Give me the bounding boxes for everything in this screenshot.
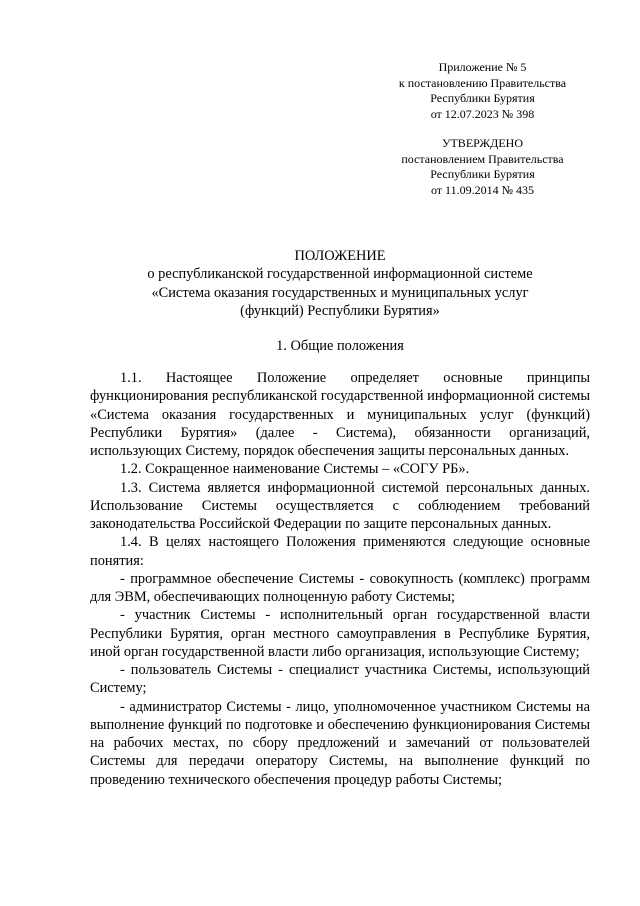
- section-heading: 1. Общие положения: [276, 338, 404, 354]
- title-heading: ПОЛОЖЕНИЕ: [294, 248, 386, 264]
- definition-participant: - участник Системы - исполнительный орган государственной власти Республики Бурятия, орган местного самоуправления в Республике Бурятия, иной орган государственной власти либо организация, использующие Систему;: [90, 607, 590, 660]
- paragraph-1-3: 1.3. Система является информационной системой персональных данных. Использование Системы осуществляется с соблюдением требований законодательства Российской Федерации по защите персональных данных.: [90, 479, 590, 532]
- annex-number: Приложение № 5: [438, 60, 527, 74]
- title-subject-line-1: о республиканской государственной информационной системе: [147, 266, 533, 283]
- title-subject-line-3: (функций) Республики Бурятия»: [240, 302, 440, 319]
- approved-decree-line: постановлением Правительства: [401, 151, 564, 166]
- annex-date-line: от 12.07.2023 № 398: [430, 106, 535, 121]
- paragraph-1-4: 1.4. В целях настоящего Положения применяются следующие основные понятия:: [90, 534, 590, 569]
- definition-user: - пользователь Системы - специалист участника Системы, использующий Систему;: [90, 662, 590, 697]
- document-title: [90, 247, 590, 320]
- definition-software: - программное обеспечение Системы - совокупность (комплекс) программ для ЭВМ, обеспечивающих полноценную работу Системы;: [90, 570, 590, 605]
- paragraph-1-2: 1.2. Сокращенное наименование Системы – «СОГУ РБ».: [120, 461, 470, 478]
- definition-administrator: - администратор Системы - лицо, уполномоченное участником Системы на выполнение функций по подготовке и обеспечению функционирования Системы на рабочих местах, по сбору предложений и замечаний от пользователей Системы для передачи оператору Системы, на выполнение функций по проведению технического обеспечения процедур работы Системы;: [90, 698, 590, 788]
- approval-stamp: [375, 136, 590, 198]
- annex-decree-line: к постановлению Правительства: [398, 75, 567, 90]
- annex-reference: [375, 60, 590, 122]
- title-subject-line-2: «Система оказания государственных и муниципальных услуг: [151, 284, 529, 301]
- approved-date-line: от 11.09.2014 № 435: [430, 182, 535, 197]
- approved-republic-line: Республики Бурятия: [430, 167, 535, 181]
- document-body: [90, 369, 590, 789]
- paragraph-1-1: 1.1. Настоящее Положение определяет основные принципы функционирования республиканской государственной информационной системы «Система оказания государственных и муниципальных услуг (функций) Республики Бурятия» (далее - Система), обязанности организаций, использующих Систему, порядок обеспечения защиты персональных данных.: [90, 370, 590, 459]
- annex-republic-line: Республики Бурятия: [430, 91, 535, 105]
- approved-label: УТВЕРЖДЕНО: [441, 136, 523, 150]
